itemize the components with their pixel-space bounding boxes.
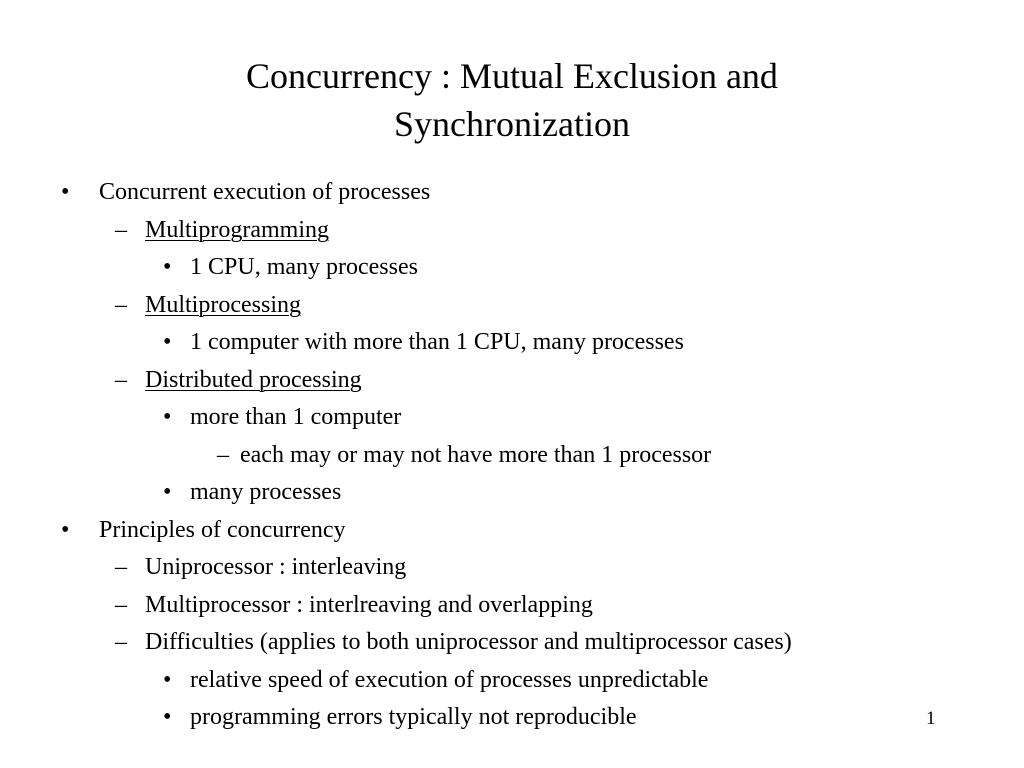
dash-marker: – <box>115 629 127 655</box>
dash-marker: – <box>115 367 127 393</box>
outline-item-text: Principles of concurrency <box>99 517 346 543</box>
dash-marker: – <box>115 592 127 618</box>
bullet-marker: • <box>163 704 172 730</box>
dash-marker: – <box>217 442 229 468</box>
outline-item-text: Concurrent execution of processes <box>99 179 431 205</box>
bullet-marker: • <box>163 667 172 693</box>
dash-marker: – <box>115 554 127 580</box>
outline-item-text: programming errors typically not reproducible <box>190 704 637 730</box>
bullet-marker: • <box>163 254 172 280</box>
outline-item-text: 1 computer with more than 1 CPU, many processes <box>190 329 684 355</box>
outline-item-text: Multiprogramming <box>145 217 329 243</box>
title-line-1: Concurrency : Mutual Exclusion and <box>246 56 778 96</box>
bullet-marker: • <box>163 329 172 355</box>
title-line-2: Synchronization <box>394 104 630 144</box>
dash-marker: – <box>115 217 127 243</box>
bullet-marker: • <box>61 517 70 543</box>
outline-item-text: Distributed processing <box>145 367 362 393</box>
outline-item-text: relative speed of execution of processes unpredictable <box>190 667 709 693</box>
bullet-marker: • <box>163 479 172 505</box>
dash-marker: – <box>115 292 127 318</box>
outline-item-text: many processes <box>190 479 342 505</box>
page-number: 1 <box>926 708 936 729</box>
outline-item-text: Multiprocessor : interlreaving and overlapping <box>145 592 593 618</box>
outline-item-text: 1 CPU, many processes <box>190 254 418 280</box>
outline-item-text: Difficulties (applies to both uniprocessor and multiprocessor cases) <box>145 629 792 655</box>
outline-item-text: each may or may not have more than 1 processor <box>240 442 712 468</box>
outline-item-text: Uniprocessor : interleaving <box>145 554 407 580</box>
outline-item-text: Multiprocessing <box>145 292 301 318</box>
bullet-marker: • <box>163 404 172 430</box>
outline-item-text: more than 1 computer <box>190 404 402 430</box>
bullet-marker: • <box>61 179 70 205</box>
slide-title <box>0 52 1024 148</box>
